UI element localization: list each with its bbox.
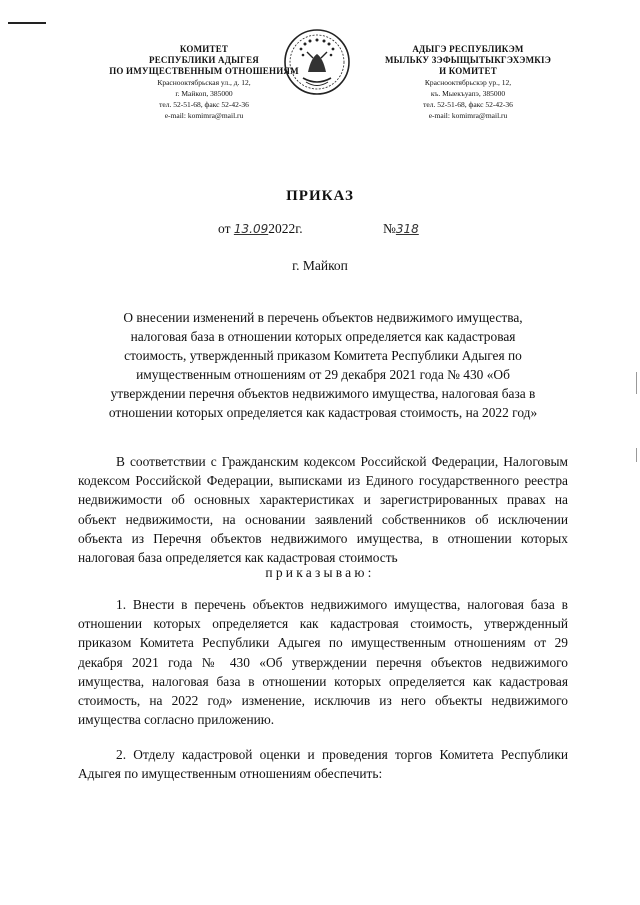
scan-edge-mark xyxy=(636,448,637,462)
org-email: e-mail: komimra@mail.ru xyxy=(428,111,508,120)
corner-mark xyxy=(8,22,46,24)
org-name-line: АДЫГЭ РЕСПУБЛИКЭМ xyxy=(412,44,524,54)
org-city: г. Майкоп, 385000 xyxy=(175,89,233,98)
preamble-paragraph: В соответствии с Гражданским кодексом Российской Федерации, Налоговым кодексом Российской Федерации, выписками из Единого государственного реестра недвижимости об основных характеристиках и зарегистрированных правах на объект недвижимости, на основании заявлений собственников об исключении объекта из Перечня объектов недвижимого имущества, в отношении которых налоговая база определяется как кадастровая стоимость xyxy=(78,454,568,566)
number-prefix: № xyxy=(383,221,396,236)
adygea-coat-of-arms-icon xyxy=(283,28,351,96)
subject-line: О внесении изменений в перечень объектов недвижимого имущества, xyxy=(123,310,523,325)
org-name-line: ПО ИМУЩЕСТВЕННЫМ ОТНОШЕНИЯМ xyxy=(109,66,299,76)
order-word: приказываю: xyxy=(265,565,375,580)
org-name-line: РЕСПУБЛИКИ АДЫГЕЯ xyxy=(149,55,259,65)
date-year: 2022г. xyxy=(268,221,303,236)
org-phone: тел. 52-51-68, факс 52-42-36 xyxy=(159,100,249,109)
order-date xyxy=(218,221,303,237)
handwritten-number: 318 xyxy=(395,222,419,236)
header-left-block xyxy=(94,44,314,121)
date-prefix: от xyxy=(218,221,231,236)
header-right-block xyxy=(378,44,558,121)
org-phone: тел. 52-51-68, факс 52-42-36 xyxy=(423,100,513,109)
subject-line: имущественным отношениям от 29 декабря 2021 года № 430 «Об xyxy=(136,367,510,382)
org-name-line: И КОМИТЕТ xyxy=(439,66,497,76)
org-name-line: КОМИТЕТ xyxy=(179,44,229,54)
subject-line: налоговая база в отношении которых определяется как кадастровая xyxy=(130,329,516,344)
handwritten-date: 13.09 xyxy=(233,222,269,236)
org-city: къ. Мыекъуапэ, 385000 xyxy=(430,89,506,98)
item-1-paragraph: 1. Внести в перечень объектов недвижимого имущества, налоговая база в отношении которых определяется как кадастровая стоимость, утвержденный приказом Комитета Республики Адыгея по имущественным отношениям от 29 декабря 2021 года № 430 «Об утверждении перечня объектов недвижимого имущества, налоговая база в отношении которых определяется как кадастровая стоимость, на 2022 год» изменение, исключив из него объекты недвижимого имущества согласно приложению. xyxy=(78,597,568,728)
document-title: ПРИКАЗ xyxy=(286,188,354,204)
org-email: e-mail: komimra@mail.ru xyxy=(164,111,244,120)
subject-line: отношении которых определяется как кадастровая стоимость, на 2022 год» xyxy=(108,405,538,420)
subject-line: стоимость, утвержденный приказом Комитета Республики Адыгея по xyxy=(124,348,522,363)
document-subject xyxy=(78,308,568,422)
subject-line: утверждении перечня объектов недвижимого имущества, налоговая база в xyxy=(110,386,536,401)
org-address: Краснооктябрьская ул., д. 12, xyxy=(157,78,251,87)
document-city: г. Майкоп xyxy=(292,258,348,273)
order-number xyxy=(383,221,419,237)
item-2-paragraph: 2. Отделу кадастровой оценки и проведения торгов Комитета Республики Адыгея по имущественным отношениям обеспечить: xyxy=(78,747,568,782)
org-name-line: МЫЛЬКУ ЗЭФЫЩЫТЫКГЭХЭМКІЭ xyxy=(384,55,552,65)
org-address: Краснооктябрьскэр ур., 12, xyxy=(424,78,512,87)
scan-edge-mark xyxy=(636,372,637,394)
